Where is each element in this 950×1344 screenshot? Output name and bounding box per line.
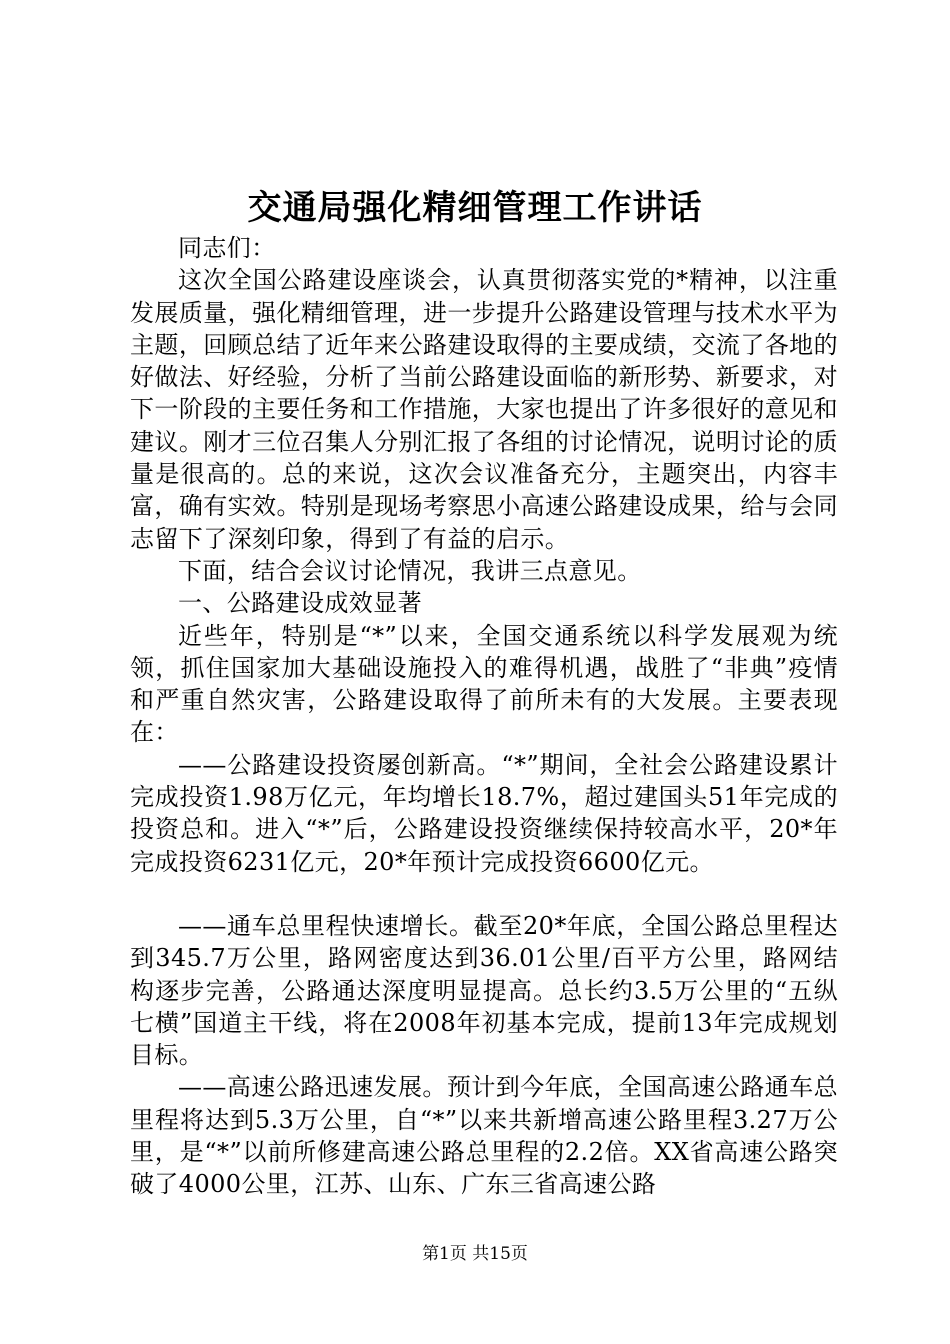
paragraph-transition: 下面，结合会议讨论情况，我讲三点意见。 (178, 556, 642, 585)
paragraph-overview: 近些年，特别是“*”以来，全国交通系统以科学发展观为统领，抓住国家加大基础设施投入的难得机遇，战胜了“非典”疫情和严重自然灾害，公路建设取得了前所未有的大发展。主要表现在： (130, 621, 838, 747)
document-title: 交通局强化精细管理工作讲话 (247, 188, 703, 228)
paragraph-expressway: ——高速公路迅速发展。预计到今年底，全国高速公路通车总里程将达到5.3万公里，自“*”以来共新增高速公路里程3.27万公里，是“*”以前所修建高速公路总里程的2.2倍。XX省高速公路突破了4000公里，江苏、山东、广东三省高速公路 (130, 1073, 838, 1199)
document-body (130, 232, 838, 1201)
paragraph-salutation: 同志们： (178, 234, 276, 262)
paragraph-mileage: ——通车总里程快速增长。截至20*年底，全国公路总里程达到345.7万公里，路网密度达到36.01公里/百平方公里，路网结构逐步完善，公路通达深度明显提高。总长约3.5万公里的“五纵七横”国道主干线，将在2008年初基本完成，提前13年完成规划目标。 (130, 911, 838, 1070)
paragraph-investment: ——公路建设投资屡创新高。“*”期间，全社会公路建设累计完成投资1.98万亿元，年均增长18.7%，超过建国头51年完成的投资总和。进入“*”后，公路建设投资继续保持较高水平，20*年完成投资6231亿元，20*年预计完成投资6600亿元。 (130, 750, 838, 876)
paragraph-intro: 这次全国公路建设座谈会，认真贯彻落实党的*精神，以注重发展质量，强化精细管理，进一步提升公路建设管理与技术水平为主题，回顾总结了近年来公路建设取得的主要成绩，交流了各地的好做法、好经验，分析了当前公路建设面临的新形势、新要求，对下一阶段的主要任务和工作措施，大家也提出了许多很好的意见和建议。刚才三位召集人分别汇报了各组的讨论情况，说明讨论的质量是很高的。总的来说，这次会议准备充分，主题突出，内容丰富，确有实效。特别是现场考察思小高速公路建设成果，给与会同志留下了深刻印象，得到了有益的启示。 (130, 266, 838, 553)
section-heading: 一、公路建设成效显著 (178, 589, 422, 618)
page-footer: 第1页 共15页 (422, 1244, 528, 1264)
